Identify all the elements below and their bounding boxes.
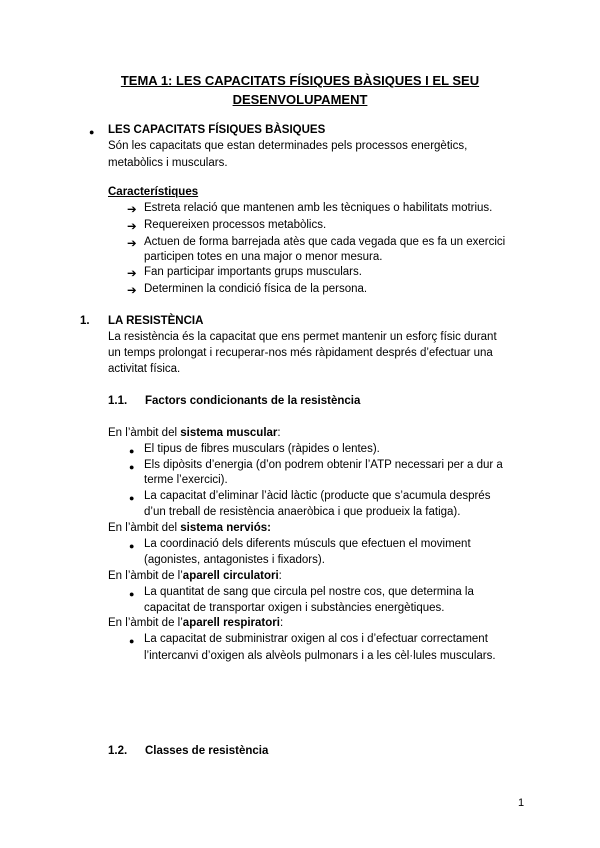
category-label: En l’àmbit del sistema nerviós: <box>108 522 271 534</box>
bullet-icon: ● <box>129 636 135 646</box>
section-text-line: un temps prolongat i recuperar-nos més ràpidament després d’efectuar una <box>108 347 493 359</box>
arrow-icon: ➔ <box>127 238 137 250</box>
arrow-icon: ➔ <box>127 221 137 233</box>
list-item: Els dipòsits d’energia (d’on podrem obtenir l’ATP necessari per a dur a <box>144 459 503 471</box>
list-item: Fan participar importants grups musculars. <box>144 266 362 278</box>
list-item: Determinen la condició física de la persona. <box>144 283 368 295</box>
category-label: En l’àmbit de l’aparell respiratori: <box>108 617 284 629</box>
list-item-continuation: l’intercanvi d’oxigen als alvèols pulmonars i a les cèl·lules musculars. <box>144 650 496 662</box>
section-heading: LA RESISTÈNCIA <box>108 315 204 327</box>
list-item-continuation: (agonistes, antagonistes i fixadors). <box>144 554 325 566</box>
category-label: En l’àmbit del sistema muscular: <box>108 427 281 439</box>
bullet-icon: ● <box>129 462 135 472</box>
list-item: La coordinació dels diferents músculs que efectuen el moviment <box>144 538 471 550</box>
arrow-icon: ➔ <box>127 285 137 297</box>
page-title-line2: DESENVOLUPAMENT <box>232 92 368 107</box>
subsection-heading: Classes de resistència <box>145 745 269 757</box>
list-item: Requereixen processos metabòlics. <box>144 219 327 231</box>
bullet-icon: ● <box>129 541 135 551</box>
arrow-icon: ➔ <box>127 204 137 216</box>
intro-heading: LES CAPACITATS FÍSIQUES BÀSIQUES <box>108 124 326 136</box>
intro-text-line: metabòlics i musculars. <box>108 157 228 169</box>
bullet-icon: ● <box>89 127 95 137</box>
arrow-icon: ➔ <box>127 268 137 280</box>
page-number: 1 <box>518 797 525 809</box>
section-number: 1. <box>80 315 90 327</box>
list-item: Actuen de forma barrejada atès que cada vegada que es fa un exercici <box>144 236 506 248</box>
bullet-icon: ● <box>129 589 135 599</box>
list-item: Estreta relació que mantenen amb les tècniques o habilitats motrius. <box>144 202 493 214</box>
list-item-continuation: capacitat de transportar oxigen i substàncies energètiques. <box>144 602 445 614</box>
subsection-number: 1.2. <box>108 745 128 757</box>
section-text-line: La resistència és la capacitat que ens permet mantenir un esforç físic durant <box>108 331 497 343</box>
subsection-heading: Factors condicionants de la resistència <box>145 395 361 407</box>
list-item: El tipus de fibres musculars (ràpides o lentes). <box>144 443 380 455</box>
characteristics-heading: Característiques <box>108 186 199 198</box>
list-item-continuation: d’un treball de resistència anaeròbica i que produeix la fatiga). <box>144 506 461 518</box>
subsection-number: 1.1. <box>108 395 128 407</box>
bullet-icon: ● <box>129 446 135 456</box>
section-text-line: activitat física. <box>108 363 181 375</box>
list-item: La capacitat d’eliminar l’àcid làctic (producte que s’acumula després <box>144 490 491 502</box>
list-item: La capacitat de subministrar oxigen al cos i d’efectuar correctament <box>144 633 488 645</box>
bullet-icon: ● <box>129 493 135 503</box>
list-item-continuation: terme l’exercici). <box>144 474 228 486</box>
category-label: En l’àmbit de l’aparell circulatori: <box>108 570 282 582</box>
list-item: La quantitat de sang que circula pel nostre cos, que determina la <box>144 586 474 598</box>
list-item-continuation: participen totes en una major o menor mesura. <box>144 251 383 263</box>
intro-text-line: Són les capacitats que estan determinades pels processos energètics, <box>108 140 468 152</box>
page-title-line1: TEMA 1: LES CAPACITATS FÍSIQUES BÀSIQUES I EL SEU <box>120 73 480 88</box>
